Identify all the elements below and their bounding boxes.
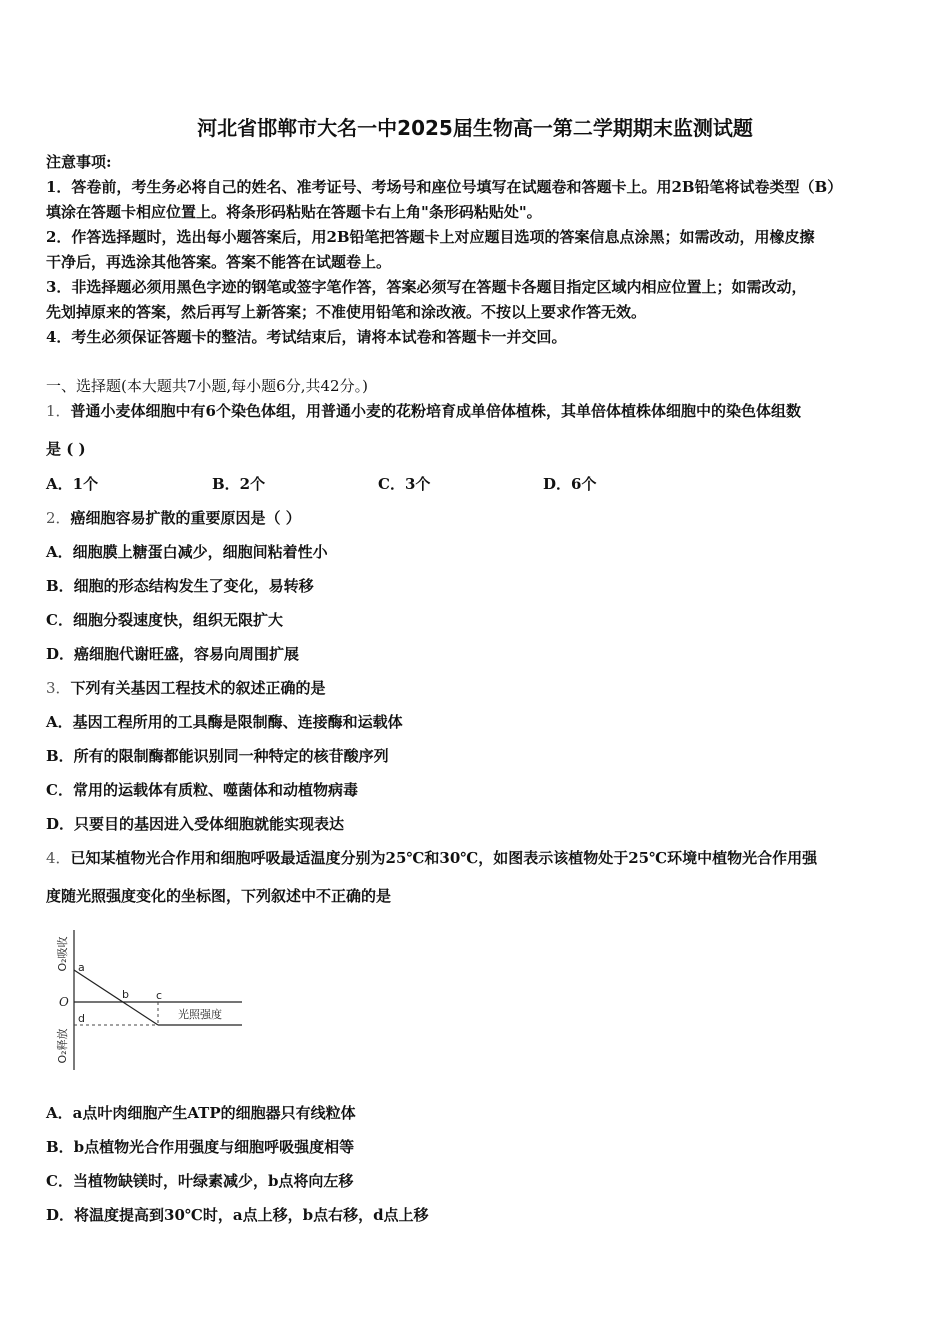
option-c[interactable]: C．当植物缺镁时，叶绿素减少，b点将向左移: [46, 1172, 354, 1190]
question-number: 1．: [46, 402, 71, 420]
notice-line: 1．答卷前，考生务必将自己的姓名、准考证号、考场号和座位号填写在试题卷和答题卡上。用2B铅笔将试卷类型（B）: [46, 178, 843, 196]
option-a[interactable]: A．1个: [46, 475, 99, 493]
option-d[interactable]: D．癌细胞代谢旺盛，容易向周围扩展: [46, 645, 300, 663]
option-d[interactable]: D．将温度提高到30℃时，a点上移，b点右移，d点上移: [46, 1206, 429, 1224]
notice-line: 3．非选择题必须用黑色字迹的钢笔或签字笔作答，答案必须写在答题卡各题目指定区域内相应位置上；如需改动，: [46, 278, 807, 296]
figure-svg: [46, 922, 246, 1072]
question-text: 普通小麦体细胞中有6个染色体组，用普通小麦的花粉培育成单倍体植株，其单倍体植株体细胞中的染色体组数: [70, 402, 801, 420]
question-number: 2．: [46, 509, 71, 527]
point-c-label: c: [156, 989, 163, 1002]
option-b[interactable]: B．所有的限制酶都能识别同一种特定的核苷酸序列: [46, 747, 389, 765]
notice-line: 干净后，再选涂其他答案。答案不能答在试题卷上。: [46, 253, 392, 271]
y-down-label: O₂释放: [56, 1028, 69, 1064]
question-4: [46, 847, 906, 869]
option-c[interactable]: C．常用的运载体有质粒、噬菌体和动植物病毒: [46, 781, 358, 799]
question-3: [46, 677, 906, 699]
option-a[interactable]: A．a点叶肉细胞产生ATP的细胞器只有线粒体: [46, 1104, 356, 1122]
notice-line: 2．作答选择题时，选出每小题答案后，用2B铅笔把答题卡上对应题目选项的答案信息点涂黑；如需改动，用橡皮擦: [46, 228, 815, 246]
light-intensity-figure: [46, 922, 246, 1072]
option-c[interactable]: C．细胞分裂速度快，组织无限扩大: [46, 611, 283, 629]
y-up-label: O₂吸收: [56, 936, 69, 972]
question-number: 3．: [46, 679, 71, 697]
question-4-cont: 度随光照强度变化的坐标图，下列叙述中不正确的是: [46, 887, 392, 905]
option-d[interactable]: D．只要目的基因进入受体细胞就能实现表达: [46, 815, 345, 833]
option-c[interactable]: C．3个: [378, 475, 431, 493]
option-d[interactable]: D．6个: [543, 475, 597, 493]
notice-line: 先划掉原来的答案，然后再写上新答案；不准使用铅笔和涂改液。不按以上要求作答无效。: [46, 303, 647, 321]
question-text: 已知某植物光合作用和细胞呼吸最适温度分别为25℃和30℃，如图表示该植物处于25℃环境中植物光合作用强: [70, 849, 818, 867]
notice-heading: 注意事项:: [46, 153, 112, 171]
option-b[interactable]: B．b点植物光合作用强度与细胞呼吸强度相等: [46, 1138, 355, 1156]
question-text: 癌细胞容易扩散的重要原因是（ ）: [70, 509, 301, 527]
page-title: 河北省邯郸市大名一中2025届生物高一第二学期期末监测试题: [197, 116, 753, 140]
option-b[interactable]: B．2个: [212, 475, 266, 493]
question-2: [46, 507, 906, 529]
origin-label: O: [59, 995, 69, 1009]
option-a[interactable]: A．基因工程所用的工具酶是限制酶、连接酶和运载体: [46, 713, 403, 731]
x-axis-label: 光照强度: [178, 1008, 222, 1021]
point-a-label: a: [78, 961, 85, 974]
point-b-label: b: [122, 988, 129, 1001]
point-d-label: d: [78, 1012, 85, 1025]
curve-segment: [74, 970, 158, 1025]
option-b[interactable]: B．细胞的形态结构发生了变化，易转移: [46, 577, 314, 595]
notice-line: 填涂在答题卡相应位置上。将条形码粘贴在答题卡右上角"条形码粘贴处"。: [46, 203, 542, 221]
section-heading: 一、选择题(本大题共7小题,每小题6分,共42分。): [46, 377, 368, 395]
question-1-cont: 是 ( ): [46, 440, 86, 458]
question-number: 4．: [46, 849, 71, 867]
notice-line: 4．考生必须保证答题卡的整洁。考试结束后，请将本试卷和答题卡一并交回。: [46, 328, 567, 346]
question-1: [46, 400, 906, 422]
option-a[interactable]: A．细胞膜上糖蛋白减少，细胞间粘着性小: [46, 543, 328, 561]
question-text: 下列有关基因工程技术的叙述正确的是: [70, 679, 326, 697]
